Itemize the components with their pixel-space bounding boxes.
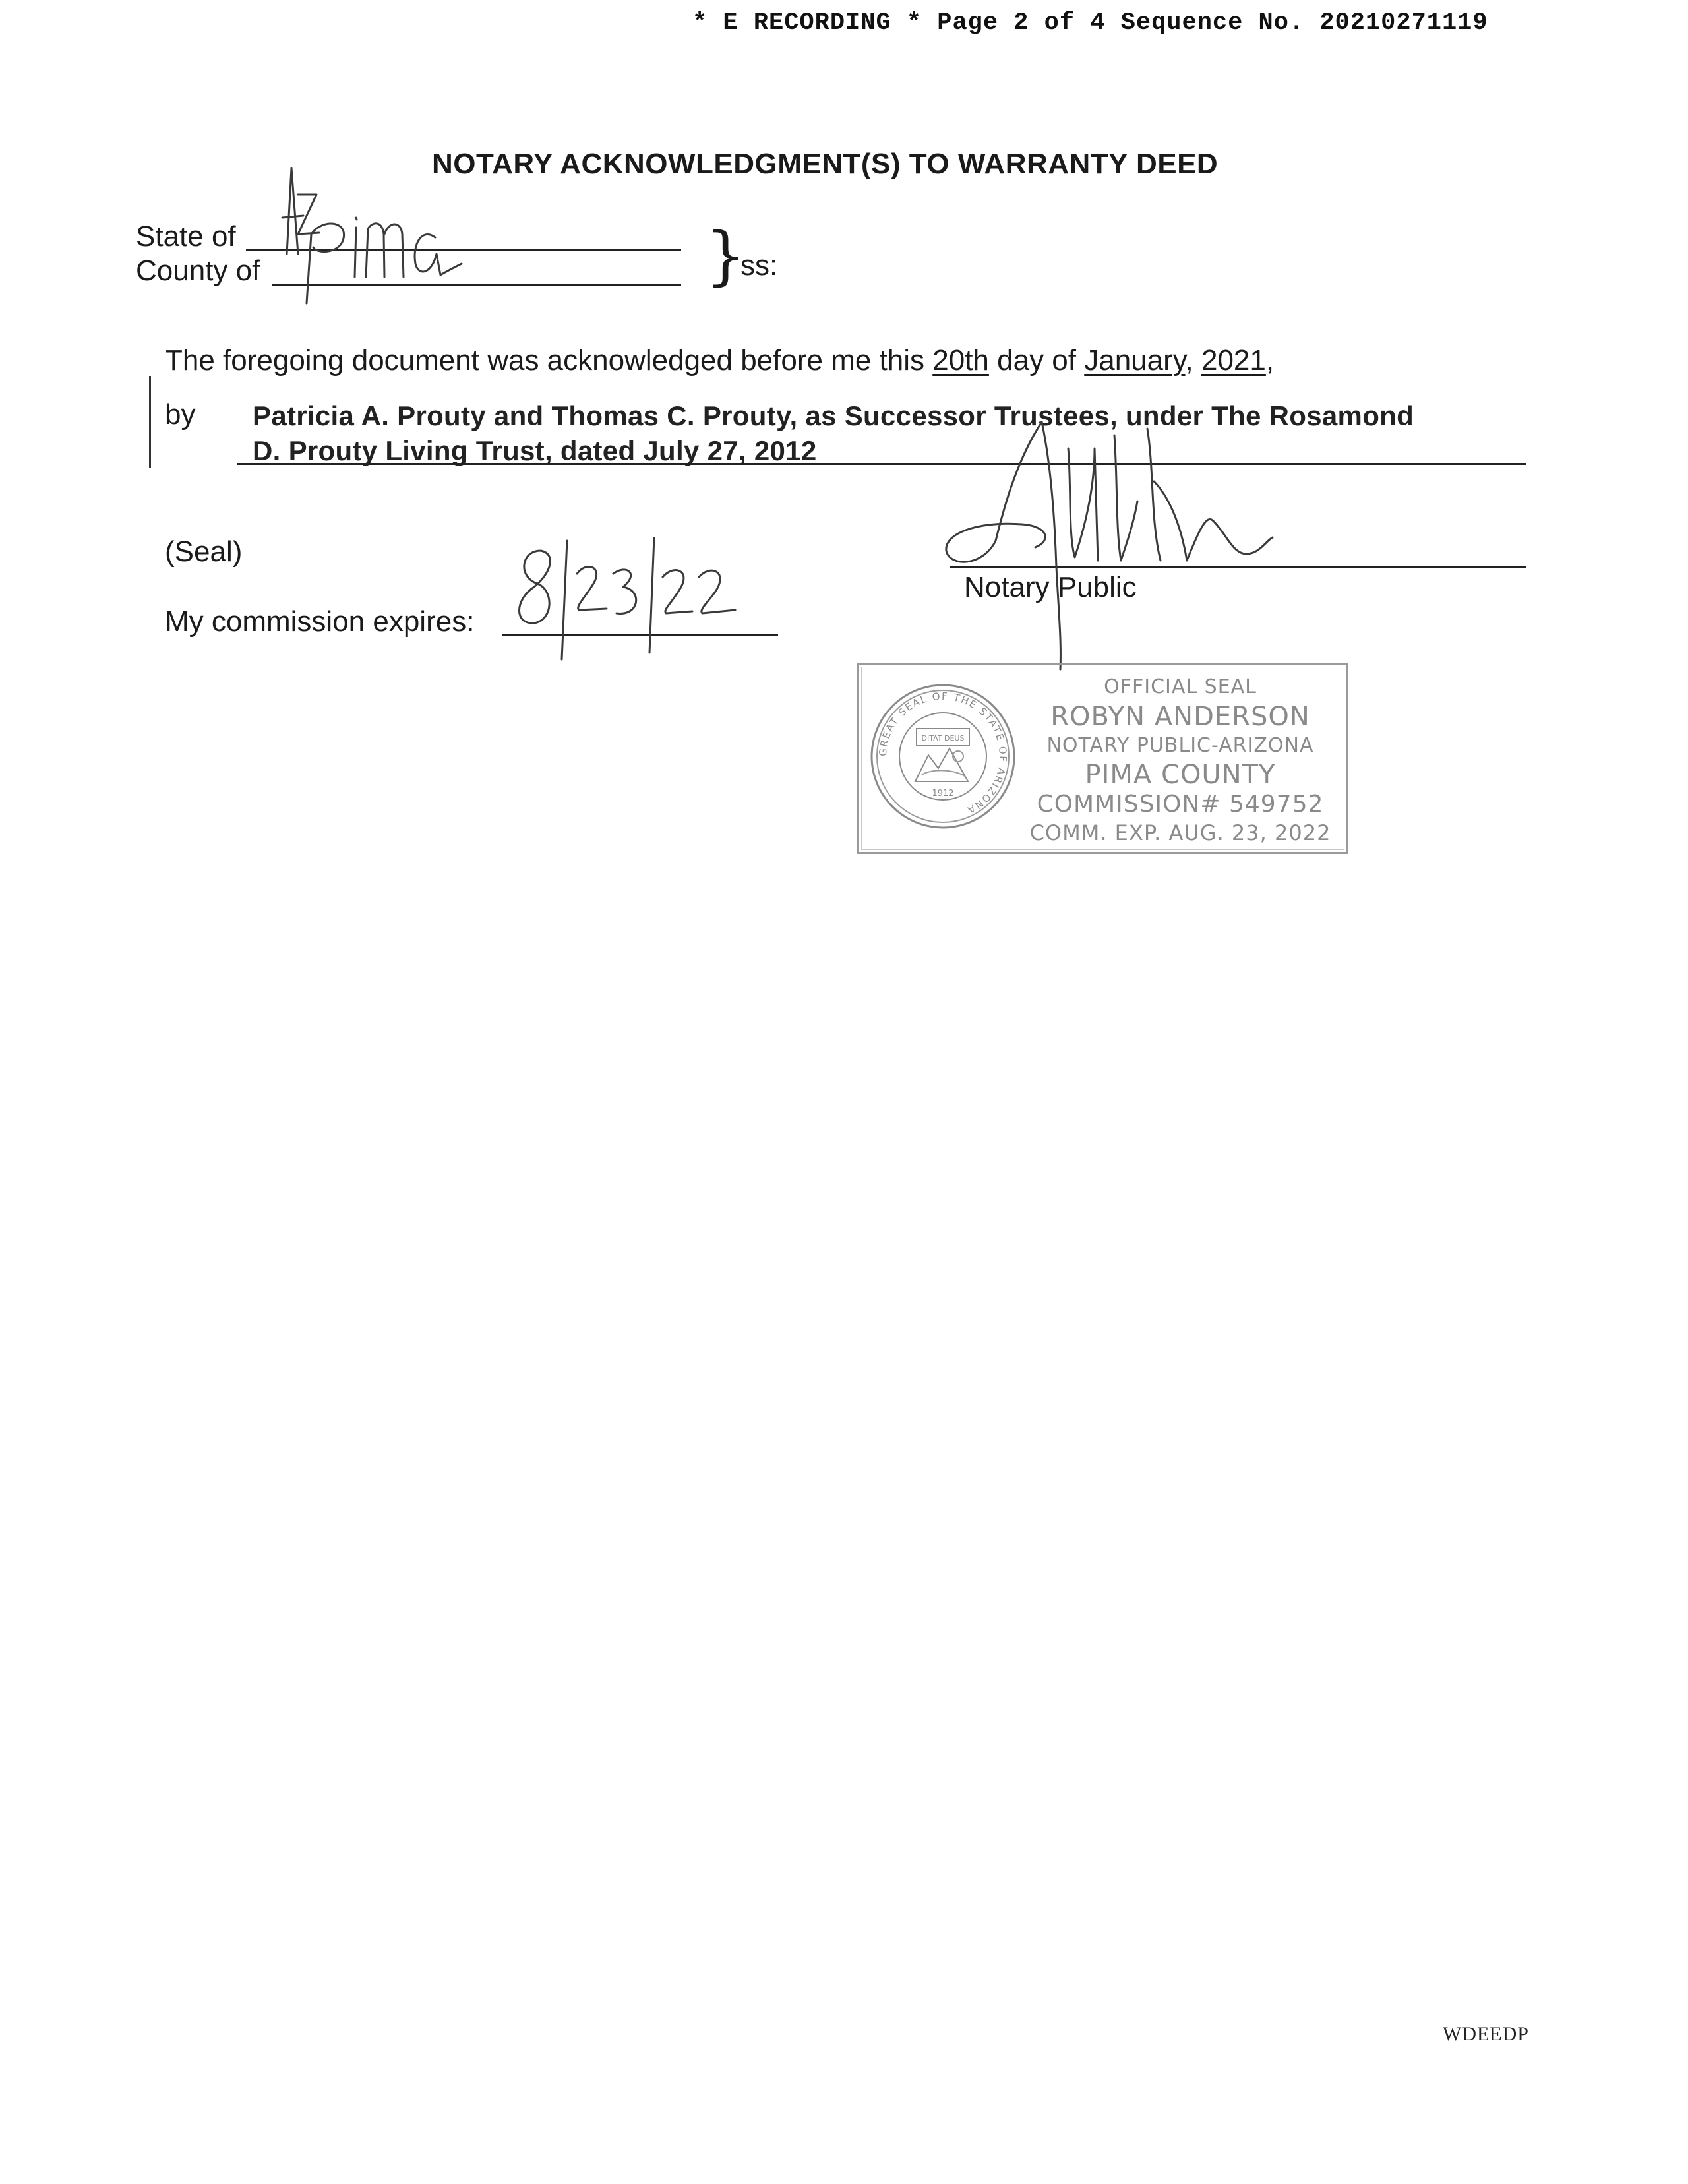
seal-line-name: ROBYN ANDERSON <box>1050 702 1310 732</box>
seal-line-official: OFFICIAL SEAL <box>1104 675 1257 698</box>
county-label: County of <box>136 255 260 287</box>
handwritten-commission-date <box>501 537 778 669</box>
notary-public-label: Notary Public <box>964 571 1137 603</box>
state-label: State of <box>136 220 236 253</box>
ack-month: January <box>1084 344 1186 377</box>
seal-line-commission: COMMISSION# 549752 <box>1037 791 1324 818</box>
ss-brace: } <box>706 219 746 293</box>
seal-line-county: PIMA COUNTY <box>1085 760 1276 790</box>
seal-emblem-year: 1912 <box>932 789 954 799</box>
official-seal-text <box>1019 673 1342 847</box>
arizona-state-seal-icon <box>869 682 1017 830</box>
seal-emblem-text: GREAT SEAL OF THE STATE OF ARIZONA <box>876 690 1010 817</box>
commission-label: My commission expires: <box>165 605 475 638</box>
seal-line-expiration: COMM. EXP. AUG. 23, 2022 <box>1029 820 1331 845</box>
notary-signature <box>936 409 1332 673</box>
form-code: WDEEDP <box>1443 2023 1529 2045</box>
seal-line-title: NOTARY PUBLIC-ARIZONA <box>1046 734 1314 757</box>
ack-prefix: The foregoing document was acknowledged before me this <box>165 344 925 377</box>
ack-day-of: day of <box>997 344 1076 377</box>
seal-label: (Seal) <box>165 535 243 568</box>
seal-emblem-motto: DITAT DEUS <box>921 734 965 743</box>
parties-underline <box>237 463 1526 465</box>
ack-day: 20th <box>932 344 989 377</box>
ack-end: , <box>1265 344 1275 377</box>
acknowledgment-line <box>165 344 1274 377</box>
parties-line-1: Patricia A. Prouty and Thomas C. Prouty, as Successor Trustees, under The Rosamond <box>253 400 1414 431</box>
ack-year: 2021 <box>1201 344 1266 377</box>
by-label: by <box>165 398 196 431</box>
handwritten-state-county <box>251 155 468 307</box>
margin-change-bar <box>149 376 151 468</box>
document-title: NOTARY ACKNOWLEDGMENT(S) TO WARRANTY DEED <box>432 148 1219 180</box>
ack-separator: , <box>1185 344 1193 377</box>
parties-line-2: D. Prouty Living Trust, dated July 27, 2012 <box>253 435 817 466</box>
ss-label: ss: <box>740 249 778 282</box>
recording-header: * E RECORDING * Page 2 of 4 Sequence No. 20210271119 <box>692 9 1488 37</box>
